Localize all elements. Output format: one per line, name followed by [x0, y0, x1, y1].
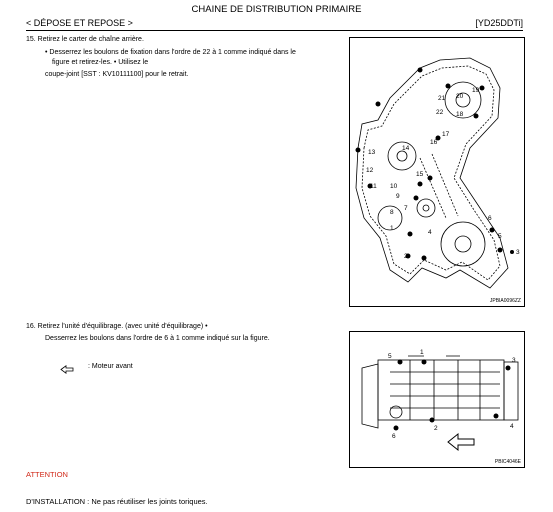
svg-text:8: 8	[390, 209, 394, 216]
step-15-title: 15. Retirez le carter de chaîne arrière.	[26, 36, 144, 43]
svg-text:3: 3	[512, 357, 516, 364]
svg-text:6: 6	[488, 215, 492, 222]
svg-text:5: 5	[388, 353, 392, 360]
svg-text:9: 9	[396, 193, 400, 200]
chain-case-drawing	[350, 38, 524, 306]
svg-text:2: 2	[404, 253, 408, 260]
balancer-unit-figure	[349, 331, 525, 468]
figure-1-code: JPBIA0096ZZ	[489, 298, 521, 304]
arrow-left-icon	[60, 361, 74, 379]
svg-text:20: 20	[456, 93, 464, 100]
svg-text:17: 17	[442, 131, 450, 138]
svg-text:14: 14	[402, 145, 410, 152]
svg-text:21: 21	[438, 95, 446, 102]
svg-text:10: 10	[390, 183, 398, 190]
attention-heading: ATTENTION	[26, 470, 68, 479]
rear-chain-case-figure	[349, 37, 525, 307]
svg-text:4: 4	[428, 229, 432, 236]
step-15-bullet-line-2: figure et retirez-les. • Utilisez le	[52, 59, 149, 66]
svg-text:6: 6	[392, 433, 396, 440]
svg-text:1: 1	[390, 225, 394, 232]
page-title: CHAINE DE DISTRIBUTION PRIMAIRE	[191, 4, 362, 15]
svg-text:11: 11	[370, 183, 377, 190]
svg-text:12: 12	[366, 167, 374, 174]
header-divider	[26, 30, 523, 31]
svg-text:19: 19	[472, 87, 480, 94]
svg-text:1: 1	[420, 349, 424, 356]
installation-note: D'INSTALLATION : Ne pas réutiliser les joints toriques.	[26, 497, 208, 506]
engine-code: [YD25DDTi]	[475, 18, 523, 28]
svg-text:2: 2	[434, 425, 438, 432]
svg-text:15: 15	[416, 171, 424, 178]
svg-text:7: 7	[404, 205, 408, 212]
step-16-line-2: Desserrez les boulons dans l'ordre de 6 à 1 comme indiqué sur la figure.	[45, 335, 270, 342]
svg-text:18: 18	[456, 111, 464, 118]
svg-text:16: 16	[430, 139, 438, 146]
front-engine-legend: : Moteur avant	[88, 363, 133, 370]
section-heading: < DÉPOSE ET REPOSE >	[26, 18, 133, 28]
svg-text:13: 13	[368, 149, 376, 156]
step-15-bullet-line-3: coupe-joint [SST : KV10111100] pour le retrait.	[45, 71, 189, 78]
svg-text:4: 4	[510, 423, 514, 430]
svg-text:3: 3	[516, 249, 520, 256]
balancer-unit-drawing	[350, 332, 524, 467]
svg-text:5: 5	[498, 233, 502, 240]
step-15-bullet-line-1: • Desserrez les boulons de fixation dans l'ordre de 22 à 1 comme indiqué dans le	[45, 49, 296, 56]
svg-text:22: 22	[436, 109, 444, 116]
figure-2-code: PBIC4046E	[494, 459, 521, 465]
step-16-title: 16. Retirez l'unité d'équilibrage. (avec unité d'équilibrage) •	[26, 323, 208, 330]
